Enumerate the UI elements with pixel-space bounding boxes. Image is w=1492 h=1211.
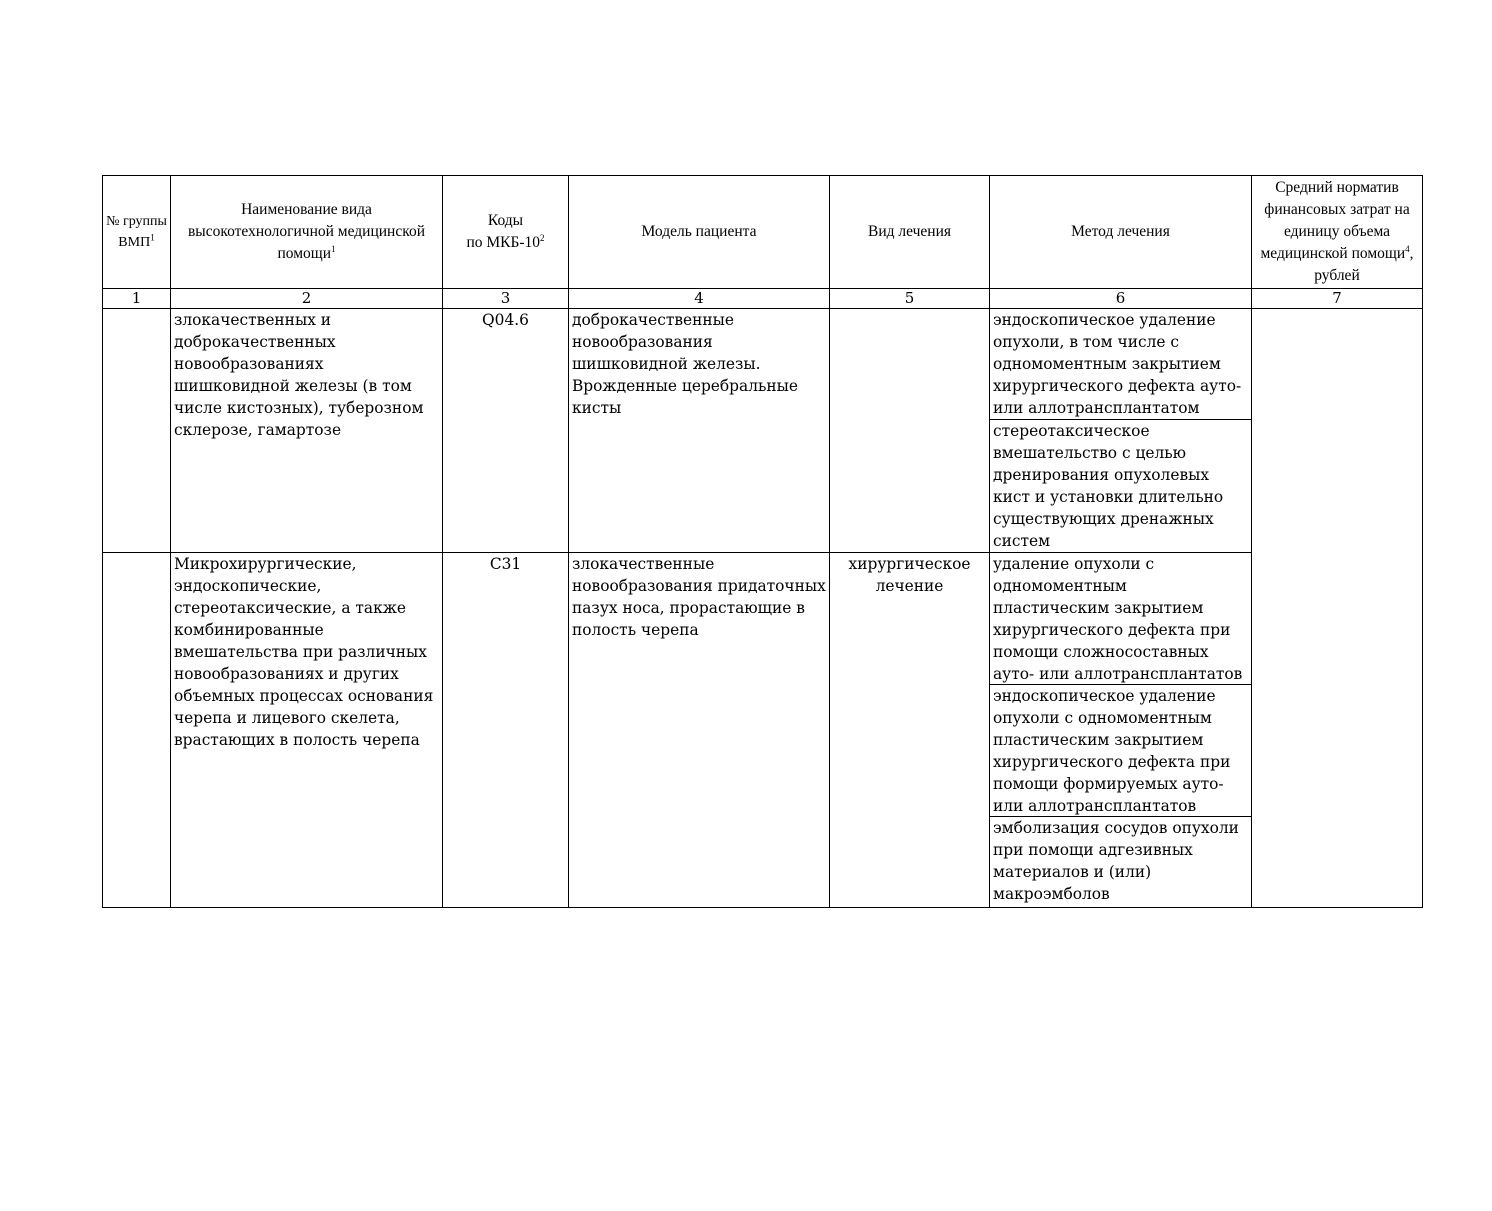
- vmp-table: [102, 175, 1423, 908]
- treatment-method: эмболизация сосудов опухоли при помощи адгезивных материалов и (или) макроэмболов: [993, 819, 1239, 903]
- column-number: 7: [1252, 289, 1423, 309]
- table-row: [103, 309, 1423, 553]
- treatment-method: удаление опухоли с одномоментным пластическим закрытием хирургического дефекта при помощи сложносоставных ауто- или аллотрансплантатов: [990, 553, 1251, 685]
- column-number: 4: [569, 289, 830, 309]
- care-name-cell: злокачественных и доброкачественных новообразованиях шишковидной железы (в том числе кистозных), туберозном склерозе, гамартозе: [171, 309, 443, 553]
- group-number-cell: [103, 553, 171, 908]
- group-number-cell: [103, 309, 171, 553]
- icd-code-cell: C31: [443, 553, 569, 908]
- treatment-type-cell: хирургическое лечение: [830, 553, 990, 908]
- header-group-number: № группы ВМП$^1$: [103, 176, 171, 289]
- icd-code-cell: Q04.6: [443, 309, 569, 553]
- table-row: [103, 553, 1423, 908]
- header-care-name: Наименование вида высокотехнологичной медицинской помощи$^1$: [171, 176, 443, 289]
- header-treatment-type: Вид лечения: [830, 176, 990, 289]
- treatment-method: стереотаксическое вмешательство с целью дренирования опухолевых кист и установки длительно существующих дренажных систем: [993, 422, 1224, 550]
- header-icd-codes: Коды по МКБ-$10^2$: [443, 176, 569, 289]
- treatment-method: эндоскопическое удаление опухоли, в том числе с одномоментным закрытием хирургического дефекта ауто- или аллотрансплантатом: [990, 309, 1251, 420]
- header-row: [103, 176, 1423, 289]
- column-number: 6: [990, 289, 1252, 309]
- column-number: 2: [171, 289, 443, 309]
- column-number: 1: [103, 289, 171, 309]
- column-number: 5: [830, 289, 990, 309]
- treatment-method: эндоскопическое удаление опухоли с одномоментным пластическим закрытием хирургического дефекта при помощи формируемых ауто- или аллотрансплантатов: [990, 685, 1251, 817]
- average-cost-cell: [1252, 309, 1423, 908]
- header-treatment-method: Метод лечения: [990, 176, 1252, 289]
- header-average-cost: Средний норматив финансовых затрат на единицу объема медицинской помощи$^4$, рублей: [1252, 176, 1423, 289]
- treatment-methods-cell: [990, 309, 1252, 553]
- column-number-row: [103, 289, 1423, 309]
- treatment-methods-cell: [990, 553, 1252, 908]
- header-patient-model: Модель пациента: [569, 176, 830, 289]
- patient-model-cell: злокачественные новообразования придаточных пазух носа, прорастающие в полость черепа: [569, 553, 830, 908]
- care-name-cell: Микрохирургические, эндоскопические, стереотаксические, а также комбинированные вмешательства при различных новообразованиях и других объемных процессах основания черепа и лицевого скелета, врастающих в полость черепа: [171, 553, 443, 908]
- treatment-type-cell: [830, 309, 990, 553]
- column-number: 3: [443, 289, 569, 309]
- patient-model-cell: доброкачественные новообразования шишковидной железы. Врожденные церебральные кисты: [569, 309, 830, 553]
